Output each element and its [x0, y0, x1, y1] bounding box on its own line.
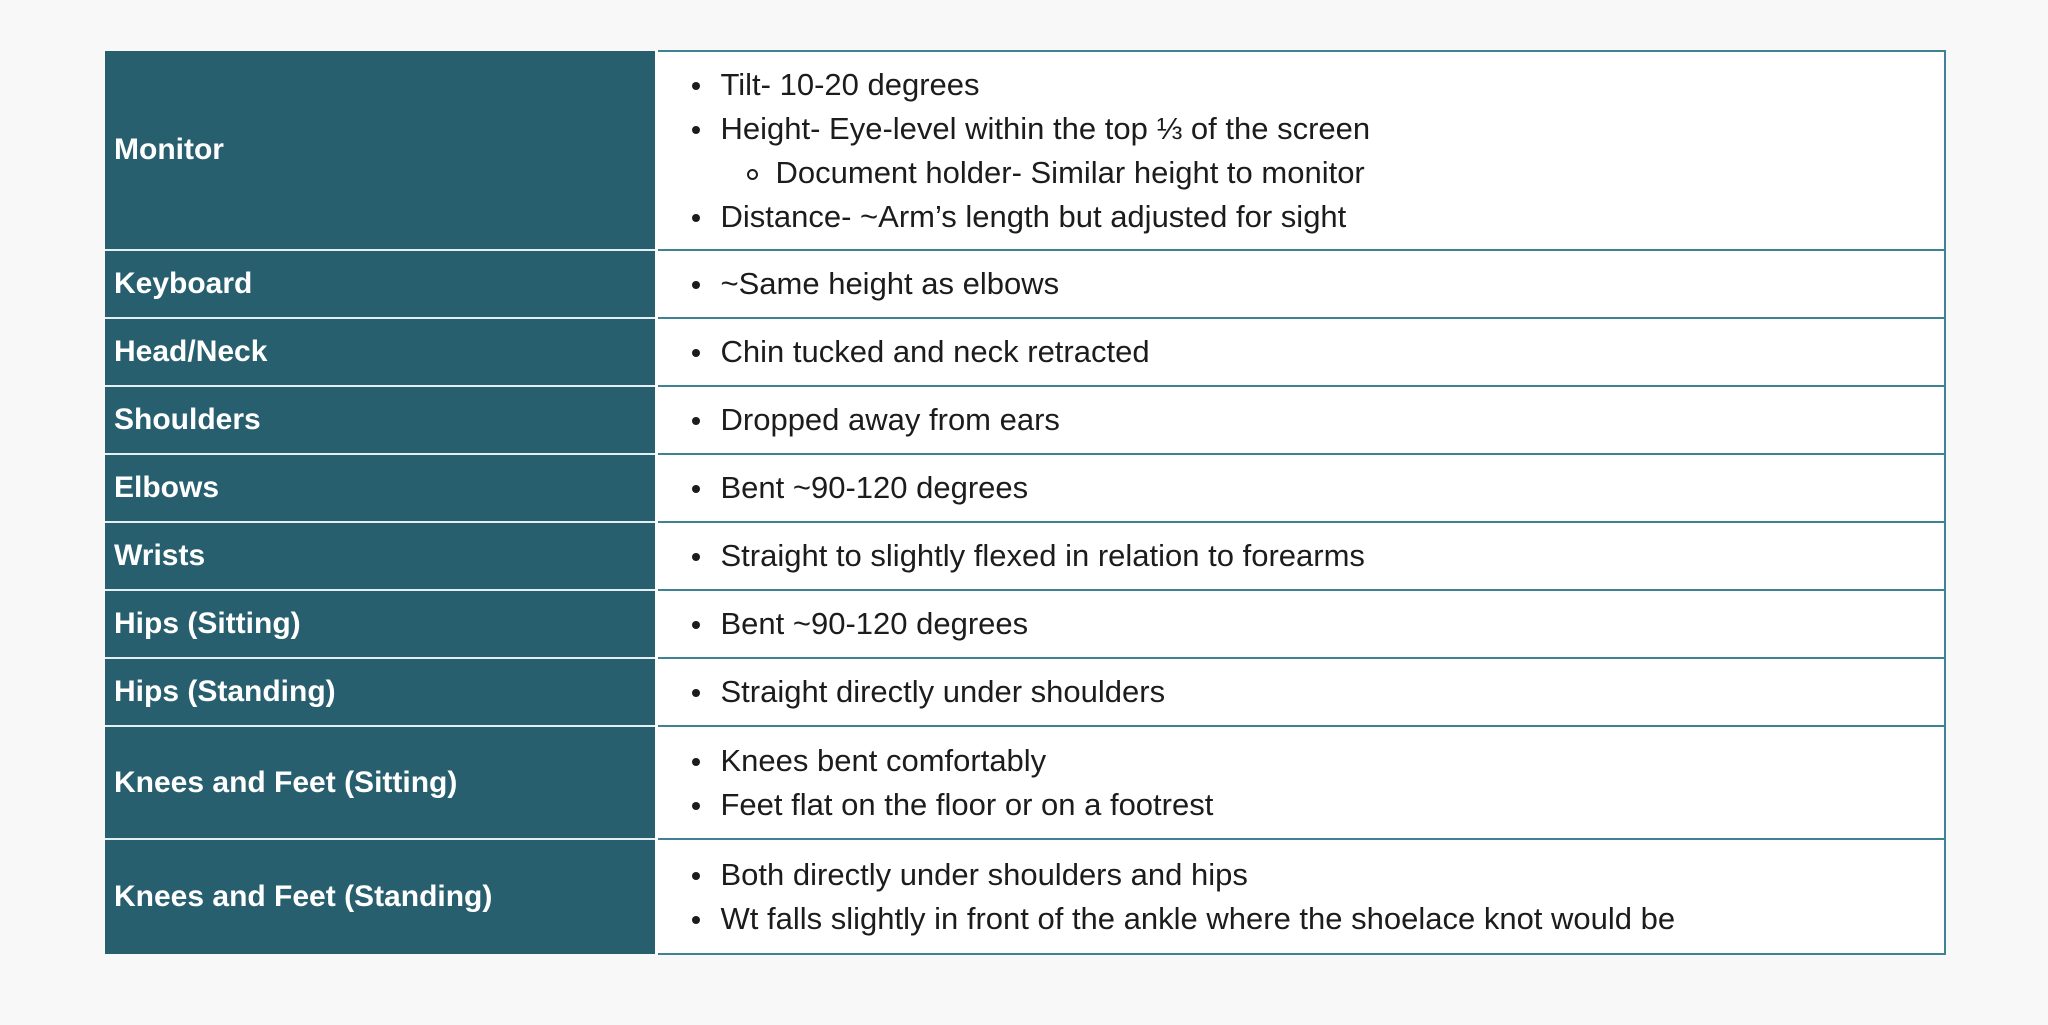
row-label: Head/Neck [105, 318, 656, 386]
row-label: Hips (Standing) [105, 658, 656, 726]
bullet-item: Bent ~90-120 degrees [721, 602, 1945, 646]
row-label: Hips (Sitting) [105, 590, 656, 658]
row-label: Wrists [105, 522, 656, 590]
bullet-list [658, 739, 1945, 827]
bullet-list [658, 63, 1945, 239]
sub-bullet-item: Document holder- Similar height to monitor [721, 151, 1945, 195]
row-details [656, 726, 1945, 839]
bullet-list [658, 602, 1945, 646]
row-details [656, 51, 1945, 250]
bullet-item: Wt falls slightly in front of the ankle where the shoelace knot would be [721, 897, 1945, 941]
table-row-knees-feet-standing [105, 839, 1945, 954]
table-row-monitor [105, 51, 1945, 250]
row-label: Knees and Feet (Standing) [105, 839, 656, 954]
table-row-hips-sitting [105, 590, 1945, 658]
bullet-list [658, 466, 1945, 510]
bullet-item: Straight directly under shoulders [721, 670, 1945, 714]
bullet-item: Feet flat on the floor or on a footrest [721, 783, 1945, 827]
bullet-item: Tilt- 10-20 degrees [721, 63, 1945, 107]
ergonomics-table [105, 50, 1946, 955]
row-label: Elbows [105, 454, 656, 522]
table-row-wrists [105, 522, 1945, 590]
bullet-item: Straight to slightly flexed in relation to forearms [721, 534, 1945, 578]
row-details [656, 839, 1945, 954]
row-label: Knees and Feet (Sitting) [105, 726, 656, 839]
row-details [656, 658, 1945, 726]
table-row-shoulders [105, 386, 1945, 454]
table-row-knees-feet-sitting [105, 726, 1945, 839]
bullet-item: Chin tucked and neck retracted [721, 330, 1945, 374]
row-details [656, 386, 1945, 454]
row-details [656, 454, 1945, 522]
bullet-item: Dropped away from ears [721, 398, 1945, 442]
bullet-list [658, 670, 1945, 714]
bullet-list [658, 853, 1945, 941]
bullet-item: Distance- ~Arm’s length but adjusted for sight [721, 195, 1945, 239]
ergonomics-table-container [105, 50, 1945, 955]
bullet-item: Knees bent comfortably [721, 739, 1945, 783]
bullet-list [658, 330, 1945, 374]
bullet-list [658, 398, 1945, 442]
row-label: Shoulders [105, 386, 656, 454]
bullet-list [658, 262, 1945, 306]
row-details [656, 590, 1945, 658]
bullet-list [658, 534, 1945, 578]
bullet-item: ~Same height as elbows [721, 262, 1945, 306]
table-row-hips-standing [105, 658, 1945, 726]
row-label: Monitor [105, 51, 656, 250]
row-details [656, 522, 1945, 590]
row-details [656, 318, 1945, 386]
bullet-item: Height- Eye-level within the top ⅓ of the screen [721, 107, 1945, 151]
row-details [656, 250, 1945, 318]
bullet-item: Both directly under shoulders and hips [721, 853, 1945, 897]
bullet-item: Bent ~90-120 degrees [721, 466, 1945, 510]
table-row-elbows [105, 454, 1945, 522]
table-row-keyboard [105, 250, 1945, 318]
table-row-head-neck [105, 318, 1945, 386]
row-label: Keyboard [105, 250, 656, 318]
